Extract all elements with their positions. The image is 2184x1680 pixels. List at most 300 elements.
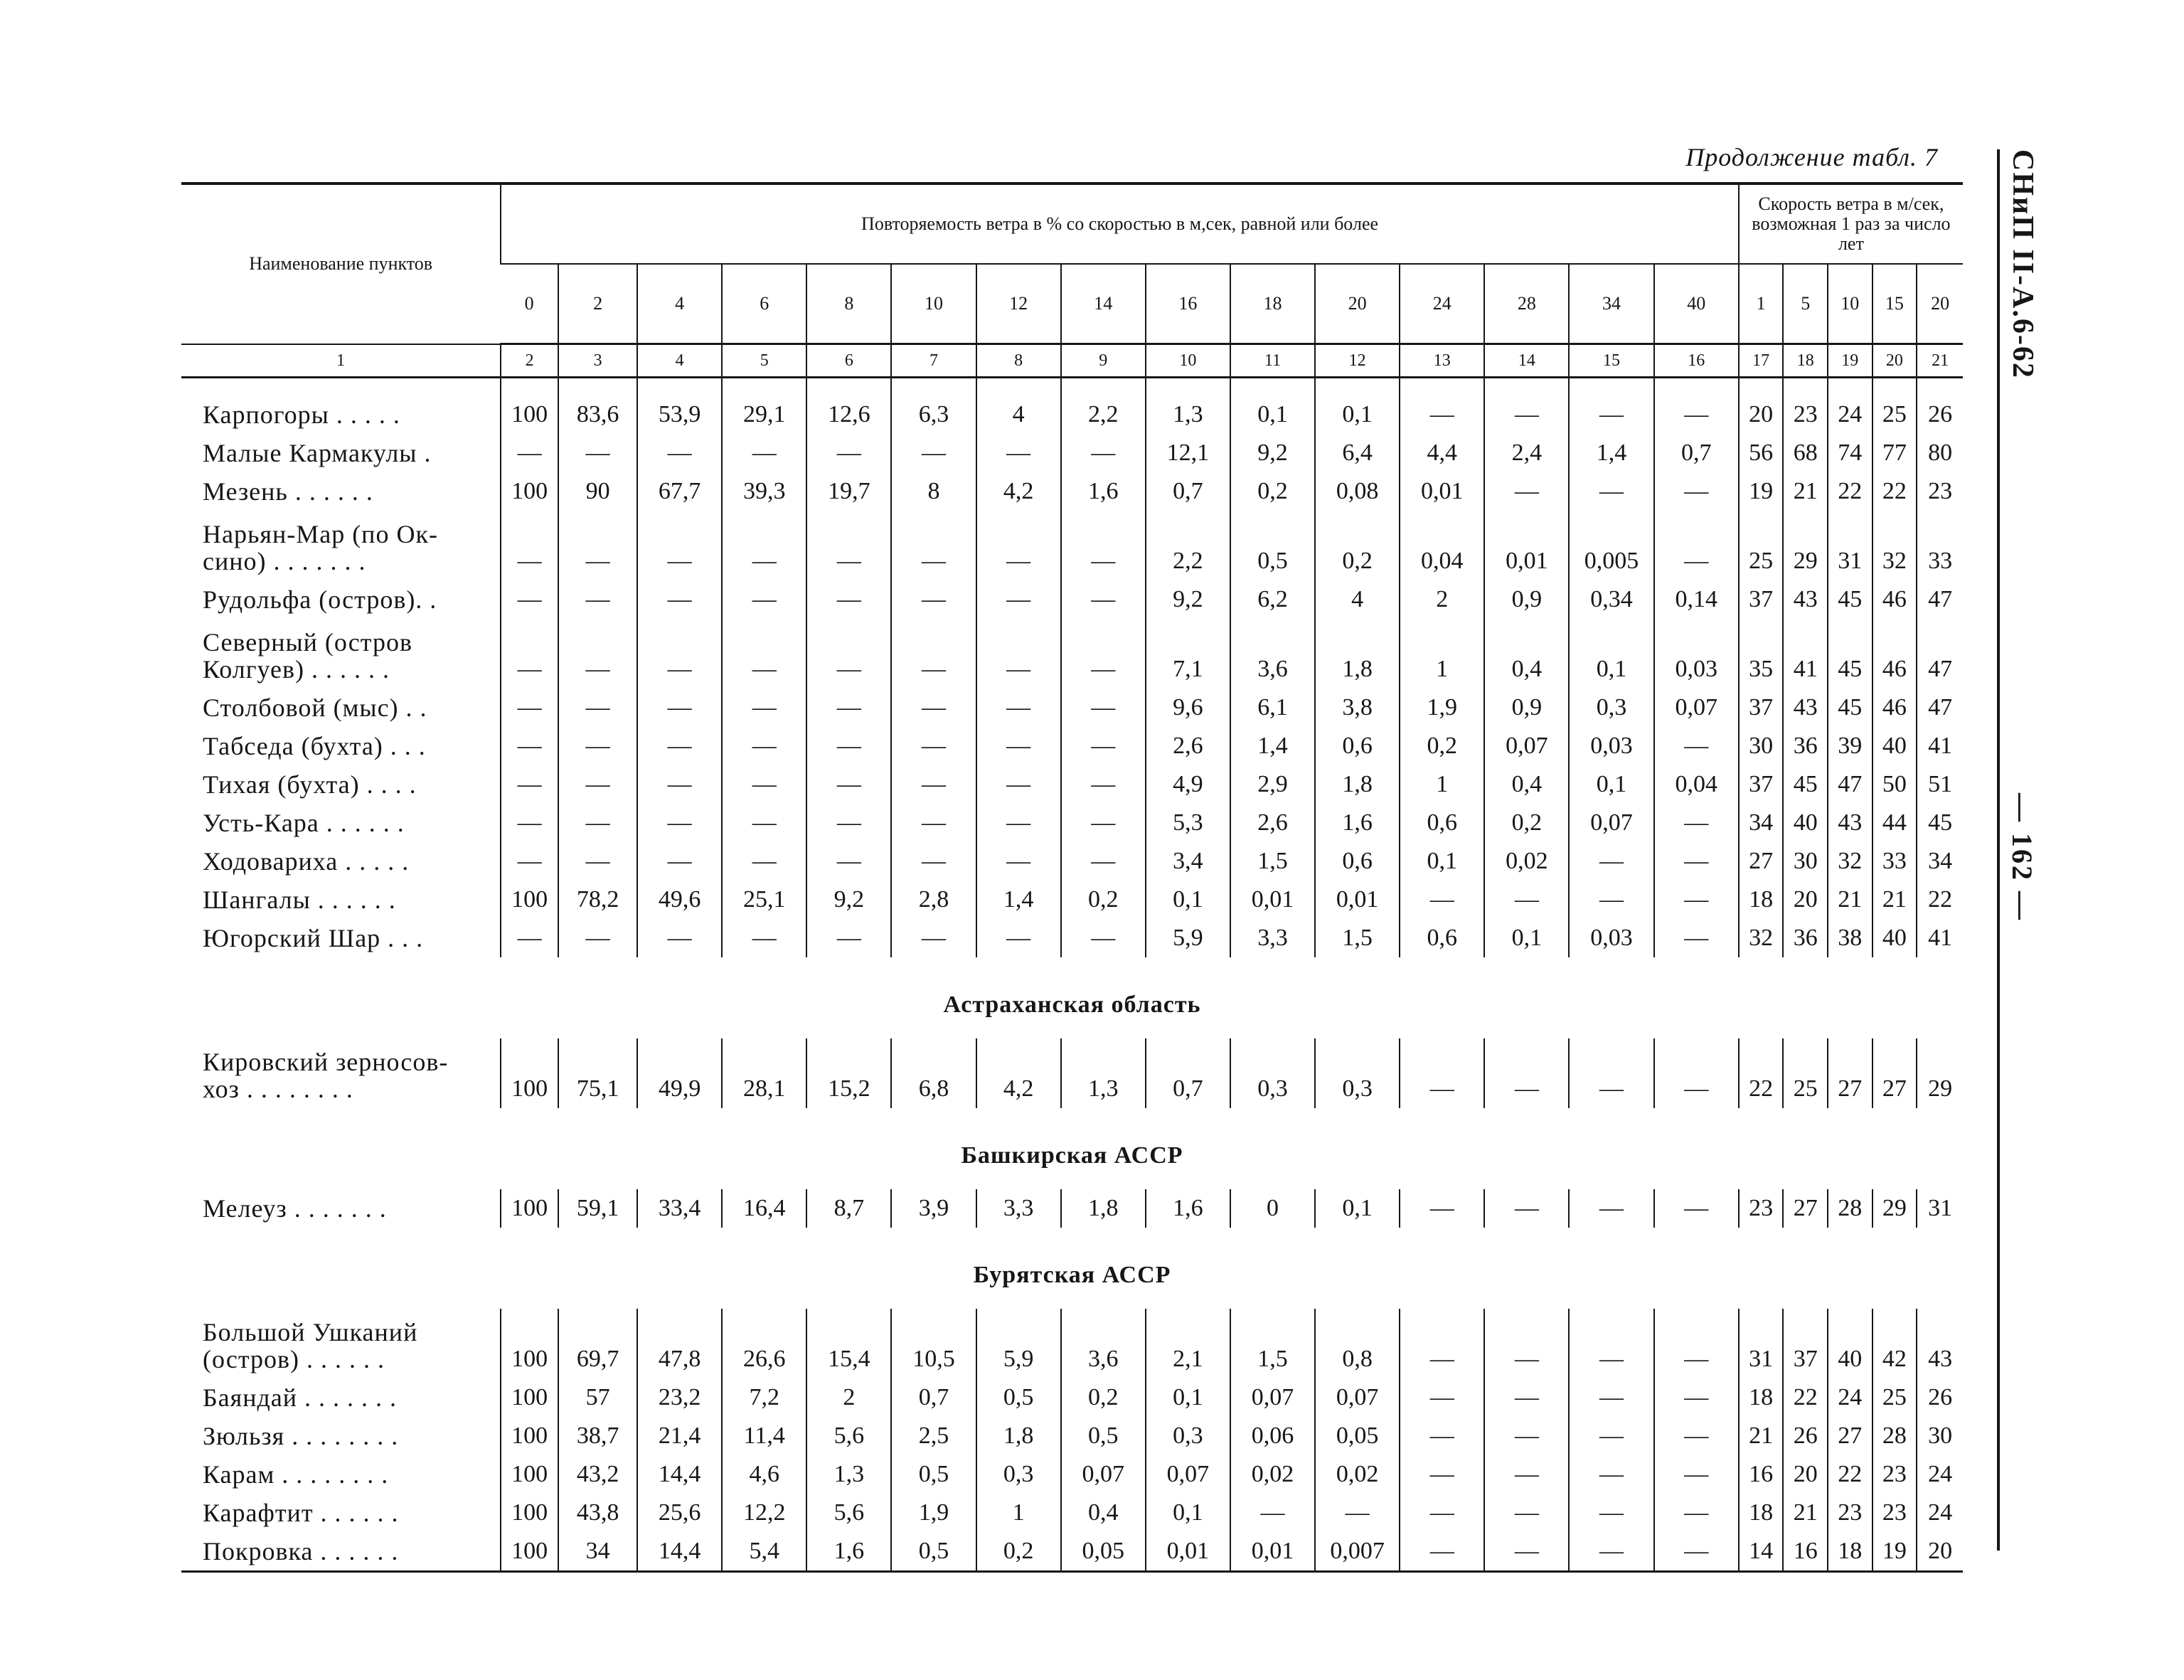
frequency-cell: 2,4 — [1484, 434, 1569, 472]
speed-cell: 20 — [1783, 1455, 1828, 1494]
frequency-cell: 0,01 — [1484, 511, 1569, 580]
frequency-cell: 0,05 — [1061, 1532, 1146, 1572]
station-name: Зюльзя . . . . . . . . — [203, 1422, 399, 1450]
frequency-cell: — — [806, 727, 891, 765]
speed-cell: 27 — [1828, 1417, 1873, 1455]
frequency-cell: 4,4 — [1400, 434, 1484, 472]
speed-cell: 47 — [1828, 765, 1873, 804]
page-number: — 162 — — [2006, 793, 2038, 922]
header-column-number: 21 — [1917, 344, 1963, 378]
frequency-cell: 3,4 — [1146, 842, 1230, 881]
frequency-cell: 0,6 — [1315, 842, 1400, 881]
speed-cell: 26 — [1783, 1417, 1828, 1455]
table-row — [181, 472, 1963, 511]
frequency-cell: 0,1 — [1569, 619, 1653, 689]
frequency-cell: 0 — [1230, 1189, 1315, 1228]
frequency-cell: 5,4 — [722, 1532, 806, 1572]
table-row — [181, 1417, 1963, 1455]
frequency-cell: — — [637, 804, 722, 842]
speed-cell: 14 — [1739, 1532, 1784, 1572]
frequency-cell: — — [976, 689, 1061, 727]
speed-cell: 50 — [1873, 765, 1917, 804]
table-row — [181, 842, 1963, 881]
frequency-cell: 0,3 — [976, 1455, 1061, 1494]
speed-cell: 41 — [1917, 727, 1963, 765]
frequency-cell: 4,9 — [1146, 765, 1230, 804]
frequency-cell: — — [1061, 619, 1146, 689]
frequency-cell: — — [1654, 804, 1739, 842]
frequency-cell: 100 — [501, 472, 558, 511]
frequency-cell: — — [501, 765, 558, 804]
frequency-cell: 100 — [501, 1309, 558, 1378]
frequency-cell: — — [722, 619, 806, 689]
header-column-number: 5 — [722, 344, 806, 378]
speed-cell: 29 — [1873, 1189, 1917, 1228]
speed-cell: 23 — [1828, 1494, 1873, 1532]
speed-cell: 45 — [1828, 689, 1873, 727]
frequency-cell: 0,1 — [1315, 1189, 1400, 1228]
header-speed-34: 34 — [1569, 264, 1653, 344]
frequency-cell: — — [1569, 1417, 1653, 1455]
header-speed-2: 2 — [558, 264, 637, 344]
frequency-cell: — — [891, 919, 976, 957]
frequency-cell: — — [637, 919, 722, 957]
header-column-number: 9 — [1061, 344, 1146, 378]
frequency-cell: — — [806, 619, 891, 689]
frequency-cell: 12,2 — [722, 1494, 806, 1532]
frequency-cell: — — [1484, 1455, 1569, 1494]
frequency-cell: 15,4 — [806, 1309, 891, 1378]
frequency-cell: 0,07 — [1484, 727, 1569, 765]
frequency-cell: — — [806, 804, 891, 842]
frequency-cell: 2 — [806, 1378, 891, 1417]
frequency-cell: 0,7 — [1654, 434, 1739, 472]
speed-cell: 43 — [1917, 1309, 1963, 1378]
table-row — [181, 727, 1963, 765]
speed-cell: 34 — [1917, 842, 1963, 881]
speed-cell: 40 — [1783, 804, 1828, 842]
speed-cell: 23 — [1917, 472, 1963, 511]
frequency-cell: — — [1569, 1455, 1653, 1494]
speed-cell: 20 — [1739, 378, 1784, 435]
frequency-cell: 100 — [501, 1038, 558, 1108]
frequency-cell: 0,6 — [1400, 919, 1484, 957]
station-name: Нарьян-Мар (по Ок- сино) . . . . . . . — [203, 520, 438, 575]
frequency-cell: 34 — [558, 1532, 637, 1572]
frequency-cell: 0,5 — [1061, 1417, 1146, 1455]
frequency-cell: 9,2 — [1230, 434, 1315, 472]
frequency-cell: 0,02 — [1315, 1455, 1400, 1494]
frequency-cell: 0,1 — [1484, 919, 1569, 957]
header-column-number: 16 — [1654, 344, 1739, 378]
table-row — [181, 434, 1963, 472]
frequency-cell: — — [1484, 1417, 1569, 1455]
frequency-cell: — — [637, 511, 722, 580]
frequency-cell: 0,2 — [1484, 804, 1569, 842]
speed-cell: 22 — [1917, 881, 1963, 919]
frequency-cell: — — [976, 619, 1061, 689]
frequency-cell: 1 — [976, 1494, 1061, 1532]
frequency-cell: 0,1 — [1400, 842, 1484, 881]
frequency-cell: — — [1569, 1532, 1653, 1572]
frequency-cell: 0,03 — [1569, 727, 1653, 765]
frequency-cell: 0,9 — [1484, 689, 1569, 727]
frequency-cell: — — [1484, 1494, 1569, 1532]
frequency-cell: 2,1 — [1146, 1309, 1230, 1378]
speed-cell: 19 — [1739, 472, 1784, 511]
header-speed-4: 4 — [637, 264, 722, 344]
frequency-cell: 1,6 — [1315, 804, 1400, 842]
speed-cell: 23 — [1783, 378, 1828, 435]
frequency-cell: — — [1061, 434, 1146, 472]
frequency-cell: 5,9 — [976, 1309, 1061, 1378]
speed-cell: 37 — [1739, 689, 1784, 727]
frequency-cell: — — [1400, 378, 1484, 435]
frequency-cell: — — [501, 919, 558, 957]
spacer-row — [181, 1296, 1963, 1309]
frequency-cell: — — [1569, 1189, 1653, 1228]
frequency-cell: 43,8 — [558, 1494, 637, 1532]
frequency-cell: — — [1400, 1309, 1484, 1378]
frequency-cell: — — [1569, 1494, 1653, 1532]
header-column-number: 19 — [1828, 344, 1873, 378]
frequency-cell: 0,4 — [1061, 1494, 1146, 1532]
speed-cell: 46 — [1873, 619, 1917, 689]
frequency-cell: 0,02 — [1484, 842, 1569, 881]
frequency-cell: — — [1654, 511, 1739, 580]
speed-cell: 18 — [1739, 1378, 1784, 1417]
frequency-cell: 3,6 — [1061, 1309, 1146, 1378]
speed-cell: 51 — [1917, 765, 1963, 804]
frequency-cell: 14,4 — [637, 1455, 722, 1494]
frequency-cell: 5,9 — [1146, 919, 1230, 957]
speed-cell: 37 — [1739, 580, 1784, 619]
speed-cell: 77 — [1873, 434, 1917, 472]
frequency-cell: — — [1654, 1494, 1739, 1532]
frequency-cell: 3,6 — [1230, 619, 1315, 689]
speed-cell: 45 — [1917, 804, 1963, 842]
speed-cell: 30 — [1739, 727, 1784, 765]
header-column-number: 6 — [806, 344, 891, 378]
speed-cell: 31 — [1739, 1309, 1784, 1378]
header-speed-group: Скорость ветра в м/сек, возможная 1 раз за число лет — [1739, 184, 1963, 264]
frequency-cell: — — [1654, 1455, 1739, 1494]
frequency-cell: 29,1 — [722, 378, 806, 435]
header-column-number: 15 — [1569, 344, 1653, 378]
frequency-cell: 0,01 — [1400, 472, 1484, 511]
frequency-cell: 28,1 — [722, 1038, 806, 1108]
frequency-cell: 2,9 — [1230, 765, 1315, 804]
frequency-cell: 1,3 — [806, 1455, 891, 1494]
speed-cell: 47 — [1917, 689, 1963, 727]
station-name: Большой Ушканий (остров) . . . . . . — [203, 1318, 418, 1373]
frequency-cell: — — [1484, 1038, 1569, 1108]
frequency-cell: 0,06 — [1230, 1417, 1315, 1455]
frequency-cell: — — [501, 434, 558, 472]
speed-cell: 21 — [1828, 881, 1873, 919]
frequency-cell: 2 — [1400, 580, 1484, 619]
speed-cell: 26 — [1917, 1378, 1963, 1417]
header-column-numbers-row — [181, 344, 1963, 378]
table-row — [181, 765, 1963, 804]
frequency-cell: 1,3 — [1146, 378, 1230, 435]
frequency-cell: 100 — [501, 1378, 558, 1417]
frequency-cell: 59,1 — [558, 1189, 637, 1228]
speed-cell: 16 — [1739, 1455, 1784, 1494]
frequency-cell: — — [637, 842, 722, 881]
frequency-cell: 69,7 — [558, 1309, 637, 1378]
frequency-cell: 1,6 — [806, 1532, 891, 1572]
frequency-cell: — — [1569, 472, 1653, 511]
frequency-cell: 2,6 — [1230, 804, 1315, 842]
header-years-15: 15 — [1873, 264, 1917, 344]
station-name: Северный (остров Колгуев) . . . . . . — [203, 628, 412, 684]
frequency-cell: 0,2 — [1230, 472, 1315, 511]
frequency-cell: — — [1061, 919, 1146, 957]
speed-cell: 25 — [1873, 378, 1917, 435]
frequency-cell: 0,03 — [1654, 619, 1739, 689]
frequency-cell: 78,2 — [558, 881, 637, 919]
frequency-cell: — — [722, 919, 806, 957]
frequency-cell: 0,1 — [1146, 881, 1230, 919]
frequency-cell: 0,07 — [1569, 804, 1653, 842]
frequency-cell: 5,6 — [806, 1417, 891, 1455]
frequency-cell: 100 — [501, 1494, 558, 1532]
frequency-cell: — — [891, 580, 976, 619]
frequency-cell: — — [501, 511, 558, 580]
frequency-cell: 0,8 — [1315, 1309, 1400, 1378]
frequency-cell: — — [891, 689, 976, 727]
frequency-cell: 0,2 — [976, 1532, 1061, 1572]
frequency-cell: — — [891, 619, 976, 689]
header-speed-40: 40 — [1654, 264, 1739, 344]
frequency-cell: 0,01 — [1146, 1532, 1230, 1572]
frequency-cell: — — [637, 689, 722, 727]
frequency-cell: 0,5 — [891, 1455, 976, 1494]
header-speed-16: 16 — [1146, 264, 1230, 344]
frequency-cell: 4 — [976, 378, 1061, 435]
frequency-cell: 47,8 — [637, 1309, 722, 1378]
region-heading: Бурятская АССР — [973, 1262, 1171, 1288]
frequency-cell: — — [891, 804, 976, 842]
frequency-cell: — — [806, 434, 891, 472]
frequency-cell: 4 — [1315, 580, 1400, 619]
speed-cell: 32 — [1828, 842, 1873, 881]
speed-cell: 41 — [1783, 619, 1828, 689]
frequency-cell: 0,01 — [1315, 881, 1400, 919]
speed-cell: 46 — [1873, 580, 1917, 619]
frequency-cell: 4,6 — [722, 1455, 806, 1494]
frequency-cell: 0,07 — [1061, 1455, 1146, 1494]
speed-cell: 40 — [1873, 919, 1917, 957]
frequency-cell: — — [1400, 1378, 1484, 1417]
frequency-cell: 2,2 — [1146, 511, 1230, 580]
frequency-cell: 23,2 — [637, 1378, 722, 1417]
speed-cell: 30 — [1917, 1417, 1963, 1455]
frequency-cell: 1,9 — [1400, 689, 1484, 727]
frequency-cell: — — [558, 434, 637, 472]
header-column-number: 3 — [558, 344, 637, 378]
speed-cell: 40 — [1828, 1309, 1873, 1378]
speed-cell: 34 — [1739, 804, 1784, 842]
frequency-cell: — — [1654, 727, 1739, 765]
speed-cell: 33 — [1873, 842, 1917, 881]
frequency-cell: 100 — [501, 1189, 558, 1228]
frequency-cell: 8,7 — [806, 1189, 891, 1228]
document-code: СНиП II-А.6-62 — [2006, 149, 2039, 379]
frequency-cell: — — [722, 511, 806, 580]
frequency-cell: 0,34 — [1569, 580, 1653, 619]
frequency-cell: 16,4 — [722, 1189, 806, 1228]
frequency-cell: 0,07 — [1146, 1455, 1230, 1494]
frequency-cell: — — [806, 765, 891, 804]
frequency-cell: 2,2 — [1061, 378, 1146, 435]
table-row — [181, 1494, 1963, 1532]
frequency-cell: 0,7 — [1146, 1038, 1230, 1108]
frequency-cell: 0,007 — [1315, 1532, 1400, 1572]
station-name: Тихая (бухта) . . . . — [203, 770, 417, 799]
frequency-cell: — — [976, 842, 1061, 881]
speed-cell: 28 — [1873, 1417, 1917, 1455]
frequency-cell: 6,8 — [891, 1038, 976, 1108]
frequency-cell: — — [637, 765, 722, 804]
frequency-cell: — — [1484, 1309, 1569, 1378]
table-row — [181, 1309, 1963, 1378]
speed-cell: 27 — [1783, 1189, 1828, 1228]
frequency-cell: 1 — [1400, 619, 1484, 689]
header-speed-24: 24 — [1400, 264, 1484, 344]
speed-cell: 25 — [1873, 1378, 1917, 1417]
frequency-cell: 0,5 — [976, 1378, 1061, 1417]
frequency-cell: 0,3 — [1230, 1038, 1315, 1108]
header-speed-10: 10 — [891, 264, 976, 344]
table-row — [181, 1038, 1963, 1108]
frequency-cell: 0,4 — [1484, 765, 1569, 804]
speed-cell: 20 — [1917, 1532, 1963, 1572]
station-name: Мелеуз . . . . . . . — [203, 1194, 387, 1223]
frequency-cell: 5,6 — [806, 1494, 891, 1532]
frequency-cell: 49,6 — [637, 881, 722, 919]
header-speed-18: 18 — [1230, 264, 1315, 344]
frequency-cell: 1,6 — [1146, 1189, 1230, 1228]
header-column-number: 8 — [976, 344, 1061, 378]
speed-cell: 23 — [1739, 1189, 1784, 1228]
speed-cell: 25 — [1739, 511, 1784, 580]
frequency-cell: 39,3 — [722, 472, 806, 511]
header-speed-20: 20 — [1315, 264, 1400, 344]
frequency-cell: — — [1400, 1532, 1484, 1572]
frequency-cell: 0,07 — [1315, 1378, 1400, 1417]
frequency-cell: 0,7 — [891, 1378, 976, 1417]
frequency-cell: 0,2 — [1061, 881, 1146, 919]
table-row — [181, 619, 1963, 689]
speed-cell: 31 — [1917, 1189, 1963, 1228]
frequency-cell: 25,1 — [722, 881, 806, 919]
table-row — [181, 919, 1963, 957]
frequency-cell: 75,1 — [558, 1038, 637, 1108]
frequency-cell: — — [1654, 919, 1739, 957]
speed-cell: 47 — [1917, 580, 1963, 619]
frequency-cell: 100 — [501, 378, 558, 435]
table-row — [181, 689, 1963, 727]
speed-cell: 74 — [1828, 434, 1873, 472]
frequency-cell: 12,1 — [1146, 434, 1230, 472]
frequency-cell: 0,2 — [1061, 1378, 1146, 1417]
frequency-cell: — — [1654, 881, 1739, 919]
header-column-number: 14 — [1484, 344, 1569, 378]
speed-cell: 33 — [1917, 511, 1963, 580]
frequency-cell: — — [501, 580, 558, 619]
header-column-number: 11 — [1230, 344, 1315, 378]
frequency-cell: — — [976, 765, 1061, 804]
frequency-cell: 1,4 — [976, 881, 1061, 919]
frequency-cell: — — [1654, 1189, 1739, 1228]
speed-cell: 39 — [1828, 727, 1873, 765]
frequency-cell: — — [722, 765, 806, 804]
speed-cell: 22 — [1783, 1378, 1828, 1417]
frequency-cell: 0,05 — [1315, 1417, 1400, 1455]
frequency-cell: — — [1654, 1378, 1739, 1417]
region-heading-row — [181, 1228, 1963, 1296]
frequency-cell: — — [1654, 1417, 1739, 1455]
frequency-cell: — — [1400, 1494, 1484, 1532]
frequency-cell: 6,4 — [1315, 434, 1400, 472]
speed-cell: 21 — [1739, 1417, 1784, 1455]
frequency-cell: 1,5 — [1230, 842, 1315, 881]
frequency-cell: — — [1484, 378, 1569, 435]
frequency-cell: 90 — [558, 472, 637, 511]
speed-cell: 20 — [1783, 881, 1828, 919]
table-row — [181, 511, 1963, 580]
speed-cell: 29 — [1917, 1038, 1963, 1108]
speed-cell: 43 — [1783, 580, 1828, 619]
speed-cell: 80 — [1917, 434, 1963, 472]
spacer-cell — [181, 1026, 1963, 1038]
frequency-cell: — — [1569, 881, 1653, 919]
frequency-cell: — — [891, 511, 976, 580]
frequency-cell: 0,04 — [1654, 765, 1739, 804]
frequency-cell: 0,14 — [1654, 580, 1739, 619]
speed-cell: 42 — [1873, 1309, 1917, 1378]
frequency-cell: — — [558, 727, 637, 765]
frequency-cell: 1,6 — [1061, 472, 1146, 511]
frequency-cell: 4,2 — [976, 472, 1061, 511]
speed-cell: 18 — [1739, 1494, 1784, 1532]
frequency-cell: 0,9 — [1484, 580, 1569, 619]
header-speed-28: 28 — [1484, 264, 1569, 344]
frequency-cell: 0,2 — [1400, 727, 1484, 765]
table-row — [181, 1378, 1963, 1417]
region-heading-row — [181, 957, 1963, 1026]
frequency-cell: 2,8 — [891, 881, 976, 919]
frequency-cell: 6,1 — [1230, 689, 1315, 727]
header-years-20: 20 — [1917, 264, 1963, 344]
header-speed-6: 6 — [722, 264, 806, 344]
station-name: Мезень . . . . . . — [203, 477, 373, 506]
frequency-cell: 100 — [501, 1417, 558, 1455]
speed-cell: 38 — [1828, 919, 1873, 957]
header-speed-0: 0 — [501, 264, 558, 344]
header-years-1: 1 — [1739, 264, 1784, 344]
frequency-cell: — — [1230, 1494, 1315, 1532]
frequency-cell: 0,04 — [1400, 511, 1484, 580]
frequency-cell: — — [976, 727, 1061, 765]
header-frequency-group: Повторяемость ветра в % со скоростью в м,сек, равной или более — [501, 184, 1739, 264]
header-column-number: 18 — [1783, 344, 1828, 378]
speed-cell: 68 — [1783, 434, 1828, 472]
speed-cell: 45 — [1783, 765, 1828, 804]
frequency-cell: — — [1400, 1455, 1484, 1494]
